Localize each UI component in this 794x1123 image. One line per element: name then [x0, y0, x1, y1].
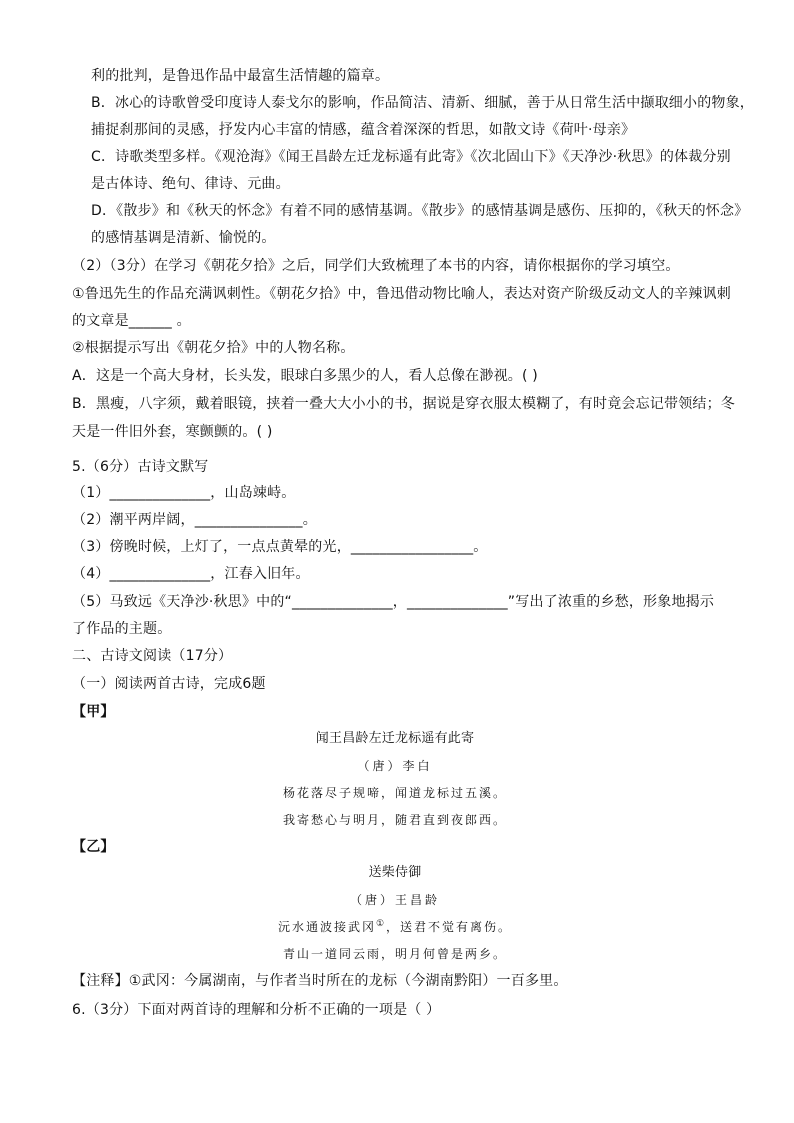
character-prompt-b-line1: B．黑瘦，八字须，戴着眼镜，挟着一叠大大小小的书，据说是穿衣服太模糊了，有时竟会忘记带领结；冬	[72, 396, 736, 412]
question-6: 6.（3分）下面对两首诗的理解和分析不正确的一项是（ ）	[72, 1002, 441, 1018]
dictation-1: （1）______________，山岛竦峙。	[72, 485, 296, 501]
option-b-line-2: 捕捉刹那间的灵感，抒发内心丰富的情感，蕴含着深深的哲思，如散文诗《荷叶·母亲》	[91, 122, 636, 138]
option-d-line-1: D．《散步》和《秋天的怀念》有着不同的感情基调。《散步》的感情基调是感伤、压抑的，《秋天的怀念》	[91, 203, 749, 219]
dictation-5-line2: 了作品的主题。	[72, 621, 172, 637]
question-4-2-part1-line2: 的文章是______ 。	[72, 313, 191, 329]
poem-jia-label: 【甲】	[72, 704, 115, 720]
character-prompt-b-line2: 天是一件旧外套，寒颤颤的。( )	[72, 424, 273, 440]
question-4-2-part2: ②根据提示写出《朝花夕拾》中的人物名称。	[72, 340, 355, 356]
dictation-2: （2）潮平两岸阔，_______________。	[72, 512, 317, 528]
dictation-5-line1: （5）马致远《天净沙·秋思》中的“______________，______________”写出了浓重的乡愁，形象地揭示	[72, 594, 715, 610]
poem-yi-title: 送柴侍御	[368, 865, 422, 880]
dictation-4: （4）______________，江春入旧年。	[72, 566, 310, 582]
option-d-line-2: 的感情基调是清新、愉悦的。	[91, 230, 276, 246]
annotation: 【注释】①武冈：今属湖南，与作者当时所在的龙标（今湖南黔阳）一百多里。	[72, 973, 568, 989]
poem-yi-label: 【乙】	[72, 839, 115, 855]
subsection-1-heading: （一）阅读两首古诗，完成6题	[72, 676, 266, 692]
section-2-heading: 二、古诗文阅读（17分）	[72, 648, 233, 664]
poem-jia-author: （唐）李白	[357, 759, 433, 773]
option-c-line-2: 是古体诗、绝句、律诗、元曲。	[91, 176, 290, 192]
option-b-line-1: B．冰心的诗歌曾受印度诗人泰戈尔的影响，作品简洁、清新、细腻，善于从日常生活中撷取细小的物象，	[91, 95, 755, 111]
poem-yi-author: （唐）王昌龄	[349, 893, 440, 907]
option-c-line-1: C．诗歌类型多样。《观沧海》《闻王昌龄左迁龙标遥有此寄》《次北固山下》《天净沙·秋思》的体裁分别	[91, 149, 731, 165]
poem-jia-title: 闻王昌龄左迁龙标遥有此寄	[315, 731, 475, 746]
footnote-marker: ①	[375, 919, 387, 929]
question-5-heading: 5.（6分）古诗文默写	[72, 459, 209, 475]
poem-yi-line-1-part-b: ，送君不觉有离伤。	[386, 920, 513, 934]
question-4-2-part1-line1: ①鲁迅先生的作品充满讽刺性。《朝花夕拾》中，鲁迅借动物比喻人，表达对资产阶级反动文人的辛辣讽刺	[72, 286, 731, 302]
option-a-continuation: 利的批判，是鲁迅作品中最富生活情趣的篇章。	[91, 68, 390, 84]
dictation-3: （3）傍晚时候，上灯了，一点点黄晕的光，_________________。	[72, 539, 488, 555]
poem-yi-line-2: 青山一道同云雨，明月何曾是两乡。	[282, 947, 507, 961]
character-prompt-a: A．这是一个高大身材，长头发，眼球白多黑少的人，看人总像在渺视。( )	[72, 368, 538, 384]
question-4-2: （2）（3分）在学习《朝花夕拾》之后，同学们大致梳理了本书的内容，请你根据你的学习填空。	[72, 258, 680, 274]
poem-jia-line-1: 杨花落尽子规啼，闻道龙标过五溪。	[282, 786, 507, 800]
poem-jia-line-2: 我寄愁心与明月，随君直到夜郎西。	[282, 813, 507, 827]
poem-yi-line-1-part-a: 沅水通波接武冈	[277, 920, 376, 934]
poem-yi-line-1	[250, 917, 540, 937]
